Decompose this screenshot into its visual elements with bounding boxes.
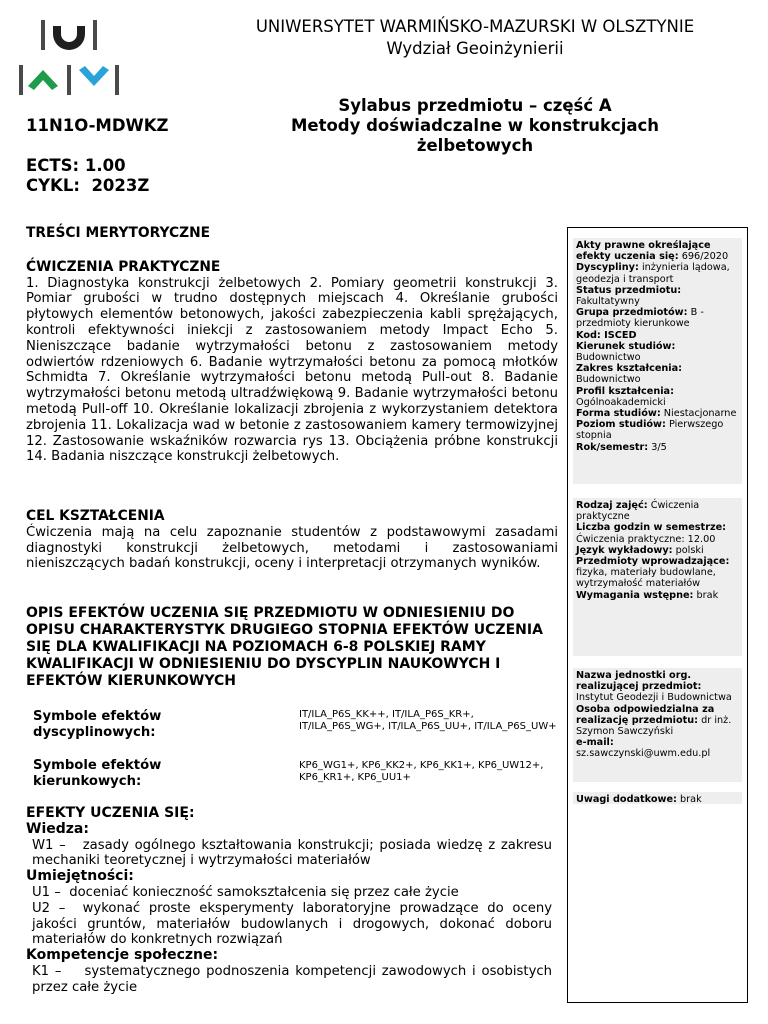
syllabus-title — [255, 96, 695, 156]
effect-w1: W1 – zasady ogólnego kształtowania konstrukcji; posiada wiedzę z zakresu mechaniki teoretycznej i wytrzymałości materiałów — [32, 837, 557, 869]
sidebar-entry-label: Profil kształcenia: — [576, 385, 674, 397]
symbole-kierunkowe-label: Symbole efektów kierunkowych: — [33, 758, 162, 789]
sidebar-entry-value: Pierwszego stopnia — [576, 419, 724, 442]
sidebar-entry-label: Status przedmiotu: — [576, 284, 682, 296]
sidebar-entry-label: Rodzaj zajęć: — [576, 500, 648, 511]
sidebar-entry — [576, 522, 739, 544]
university-name: UNIWERSYTET WARMIŃSKO-MAZURSKI W OLSZTYNIE — [255, 17, 695, 36]
cycle-value: CYKL: 2023Z — [26, 176, 150, 195]
cel-text: Ćwiczenia mają na celu zapoznanie studentów z podstawowymi zasadami diagnostyki konstrukcji żelbetowych, metodami i zastosowaniami nieniszczących badań konstrukcji, oceny i interpretacji otrzymanych wyników. — [26, 524, 558, 572]
sidebar-entry-value: dr inż. Szymon Sawczyński — [576, 714, 732, 738]
sidebar-entry-label: Grupa przedmiotów: — [576, 307, 688, 319]
sidebar-entry — [576, 442, 739, 453]
sidebar-entry — [576, 419, 739, 441]
ects-value: ECTS: 1.00 — [26, 156, 126, 175]
faculty-name: Wydział Geoinżynierii — [386, 39, 564, 58]
sidebar-entry-value: brak — [680, 794, 702, 805]
sidebar-entry — [576, 363, 739, 385]
sidebar-entry — [576, 794, 739, 805]
symbole-dyscyplinowe-label: Symbole efektów dyscyplinowych: — [33, 709, 162, 740]
sidebar-entry-value: Ogólnoakademicki — [576, 396, 666, 408]
sidebar-entry — [576, 670, 739, 704]
sidebar-entry — [576, 307, 739, 329]
wiedza-heading: Wiedza: — [26, 820, 89, 837]
cel-heading: CEL KSZTAŁCENIA — [26, 508, 165, 524]
sidebar-entry — [576, 408, 739, 419]
sidebar-entry-value: 696/2020 — [681, 251, 729, 263]
sidebar-entry-value: brak — [696, 589, 719, 601]
efekty-section — [26, 805, 557, 996]
info-box-classes — [573, 498, 742, 656]
sidebar-entry — [576, 545, 739, 556]
sidebar-entry-value: Ćwiczenia praktyczne — [576, 500, 700, 523]
sidebar-entry-value: inżynieria lądowa, geodezja i transport — [576, 262, 730, 285]
course-code: 11N1O-MDWKZ — [26, 116, 169, 135]
sidebar-entry-label: Akty prawne określające efekty uczenia się: — [576, 240, 711, 263]
sidebar-entry — [576, 556, 739, 590]
effect-u1: U1 – doceniać konieczność samokształcenia się przez całe życie — [32, 884, 459, 900]
sidebar-entry-value: sz.sawczynski@uwm.edu.pl — [576, 748, 711, 760]
title-line-1: Sylabus przedmiotu – część A — [338, 96, 612, 115]
sidebar-entry-label: Wymagania wstępne: — [576, 589, 694, 601]
sidebar-entry — [576, 737, 739, 759]
opis-heading: OPIS EFEKTÓW UCZENIA SIĘ PRZEDMIOTU W ODNIESIENIU DO OPISU CHARAKTERYSTYK DRUGIEGO STOPNIA EFEKTÓW UCZENIA SIĘ DLA KWALIFIKACJI NA POZIOMACH 6-8 POLSKIEJ RAMY KWALIFIKACJI W ODNIESIENIU DO DYSCYPLIN NAUKOWYCH I EFEKTÓW KIERUNKOWYCH — [26, 605, 543, 689]
sidebar-entry-label: Rok/semestr: — [576, 441, 649, 453]
info-box-general — [573, 238, 742, 484]
sidebar-entry-value: Fakultatywny — [576, 296, 640, 308]
sidebar-entry-label: Dyscypliny: — [576, 262, 639, 274]
sidebar-entry-value: Budownictwo — [576, 352, 641, 364]
university-logo-icon — [18, 18, 120, 98]
symbole-dyscyplinowe-value: IT/ILA_P6S_KK++, IT/ILA_P6S_KR+, IT/ILA_P6S_WG+, IT/ILA_P6S_UU+, IT/ILA_P6S_UW+ — [299, 709, 557, 732]
efekty-heading: EFEKTY UCZENIA SIĘ: — [26, 805, 195, 821]
sidebar-entry-label: Uwagi dodatkowe: — [576, 794, 677, 805]
sidebar-entry-value: polski — [675, 544, 704, 556]
sidebar-entry-value: B - przedmioty kierunkowe — [576, 307, 704, 330]
sidebar-entry — [576, 704, 739, 738]
sidebar-entry-label: Język wykładowy: — [576, 544, 673, 556]
sidebar-entry — [576, 285, 739, 307]
title-line-3: żelbetowych — [416, 136, 534, 155]
sidebar-entry-label: Zakres kształcenia: — [576, 363, 683, 375]
cel-section — [26, 509, 558, 572]
sidebar-entry — [576, 500, 739, 522]
sidebar-entry — [576, 262, 739, 284]
sidebar-entry-label: Forma studiów: — [576, 408, 661, 420]
sidebar-entry-value: Instytut Geodezji i Budownictwa — [576, 692, 732, 704]
sidebar-entry-label: Liczba godzin w semestrze: — [576, 522, 727, 534]
sidebar-entry-value: Ćwiczenia praktyczne: 12.00 — [576, 533, 716, 545]
effect-u2: U2 – wykonać proste eksperymenty laboratoryjne prowadzące do oceny jakości gruntów, materiałów budowlanych i drogowych, dokonać doboru materiałów do konkretnych rozwiązań — [32, 900, 557, 948]
sidebar-entry-label: Kierunek studiów: — [576, 340, 676, 352]
sidebar-entry-label: Poziom studiów: — [576, 419, 666, 431]
title-line-2: Metody doświadczalne w konstrukcjach — [290, 116, 660, 135]
info-box-responsible — [573, 668, 742, 782]
sidebar-entry-value: 3/5 — [651, 441, 667, 453]
tresci-section — [26, 226, 558, 465]
sidebar-entry — [576, 341, 739, 363]
sidebar-entry — [576, 386, 739, 408]
effect-k1: K1 – systematycznego podnoszenia kompetencji zawodowych i osobistych przez całe życie — [32, 963, 557, 995]
info-box-notes — [573, 792, 742, 804]
sidebar-entry-label: Osoba odpowiedzialna za realizację przedmiotu: — [576, 703, 715, 726]
sidebar-entry-value: Budownictwo — [576, 374, 641, 386]
cwiczenia-heading: ĆWICZENIA PRAKTYCZNE — [26, 258, 221, 275]
sidebar-entry-value: Niestacjonarne — [663, 408, 737, 420]
tresci-heading: TREŚCI MERYTORYCZNE — [26, 225, 211, 241]
sidebar-entry-label: Nazwa jednostki org. realizującej przedmiot: — [576, 670, 702, 693]
sidebar-entry — [576, 330, 739, 341]
sidebar-entry-label: e-mail: — [576, 737, 614, 749]
sidebar-entry-label: Kod: ISCED — [576, 329, 637, 341]
cwiczenia-text: 1. Diagnostyka konstrukcji żelbetowych 2. Pomiary geometrii konstrukcji 3. Pomiar grubości w trudno dostępnych miejscach 4. Określanie grubości płytowych elementów betonowych, jakości zabezpieczenia kabli sprężających, kontroli efektywności iniekcji z zastosowaniem metody Impact Echo 5. Nieniszczące badanie wytrzymałości betonu z zastosowaniem metody odwiertów rdzeniowych 6. Badanie wytrzymałości betonu za pomocą młotków Schmidta 7. Określanie wytrzymałości betonu metodą Pull-out 8. Badanie wytrzymałości betonu metodą ultradźwiękową 9. Badanie wytrzymałości betonu metodą Pull-off 10. Określanie lokalizacji zbrojenia z wykorzystaniem detektora zbrojenia 11. Lokalizacja wad w betonie z zastosowaniem kamery termowizyjnej 12. Zastosowanie wskaźników rozwarcia rys 13. Obciążenia próbne konstrukcji 14. Badania niszczące konstrukcji żelbetowych. — [26, 275, 558, 465]
sidebar-entry — [576, 590, 739, 601]
sidebar-entry-value: fizyka, materiały budowlane, wytrzymałość materiałów — [576, 567, 716, 590]
sidebar-entry — [576, 240, 739, 262]
umiejetnosci-heading: Umiejętności: — [26, 868, 134, 885]
university-header — [200, 16, 750, 60]
ects-cycle — [26, 156, 149, 196]
course-info-sidebar — [567, 227, 748, 1003]
symbole-kierunkowe-value: KP6_WG1+, KP6_KK2+, KP6_KK1+, KP6_UW12+, KP6_KR1+, KP6_UU1+ — [299, 760, 544, 783]
kompetencje-heading: Kompetencje społeczne: — [26, 947, 219, 964]
sidebar-entry-label: Przedmioty wprowadzające: — [576, 556, 730, 568]
